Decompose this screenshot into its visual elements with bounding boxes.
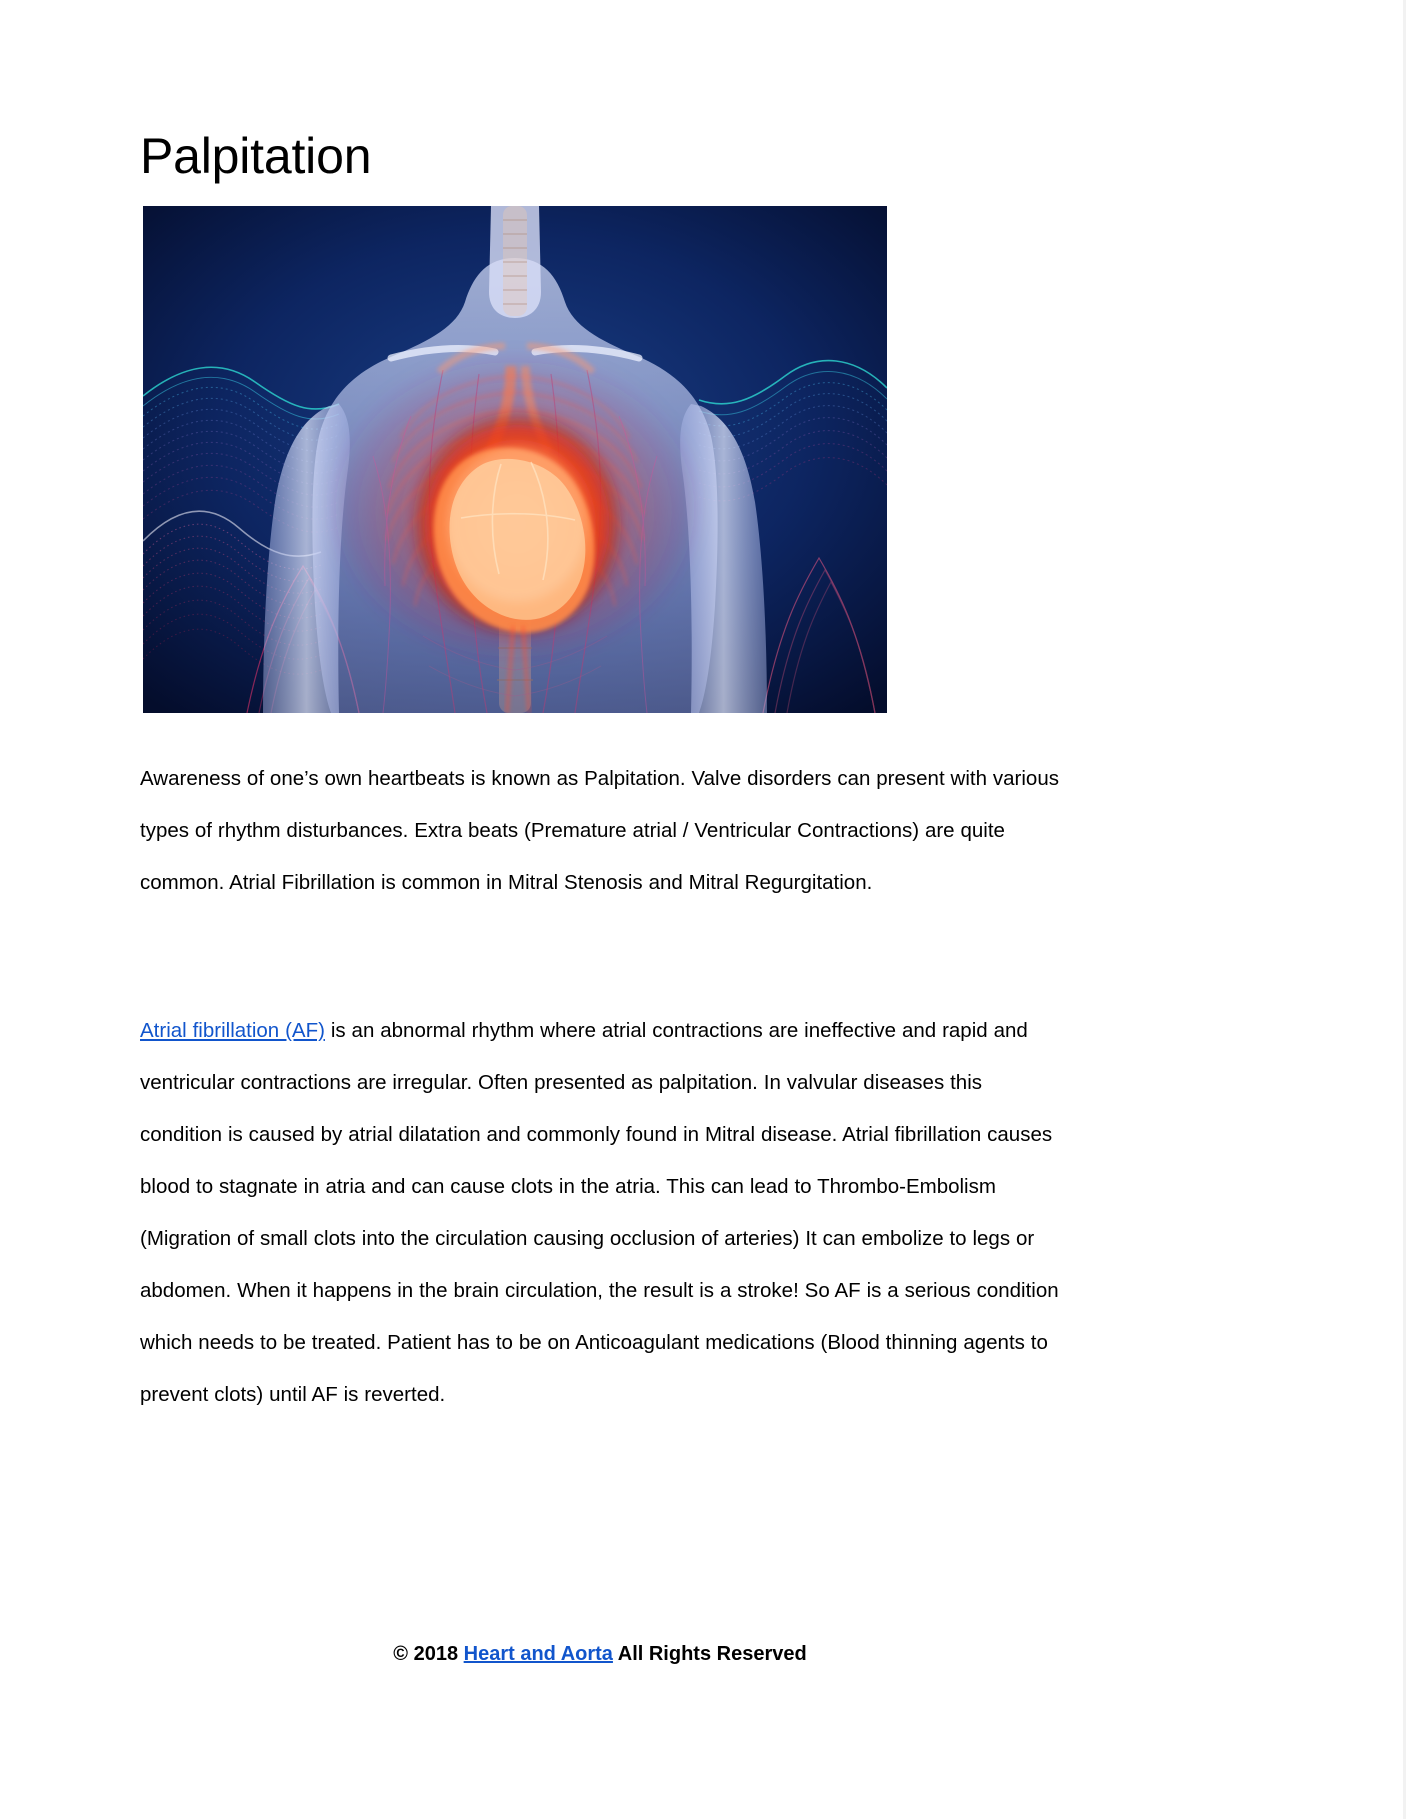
paragraph-atrial-fibrillation-text: is an abnormal rhythm where atrial contractions are ineffective and rapid and ventricular contractions are irregular. Often presented as palpitation. In valvular diseases this condition is caused by atrial dilatation and commonly found in Mitral disease. Atrial fibrillation causes blood to stagnate in atria and can cause clots in the atria. This can lead to Thrombo-Embolism (Migration of small clots into the circulation causing occlusion of arteries) It can embolize to legs or abdomen. When it happens in the brain circulation, the result is a stroke! So AF is a serious condition which needs to be treated. Patient has to be on Anticoagulant medications (Blood thinning agents to prevent clots) until AF is reverted. bbox=[140, 1019, 1059, 1406]
footer-copyright-prefix: © 2018 bbox=[393, 1643, 464, 1665]
page-footer bbox=[140, 1643, 1060, 1666]
paragraph-spacer bbox=[140, 909, 1060, 965]
heart-illustration-svg bbox=[143, 206, 887, 713]
paragraph-intro-text: Awareness of one’s own heartbeats is known as Palpitation. Valve disorders can present with various types of rhythm disturbances. Extra beats (Premature atrial / Ventricular Contractions) are quite common. Atrial Fibrillation is common in Mitral Stenosis and Mitral Regurgitation. bbox=[140, 767, 1059, 894]
document-content bbox=[140, 128, 1060, 1421]
atrial-fibrillation-link[interactable]: Atrial fibrillation (AF) bbox=[140, 1019, 325, 1042]
heart-illustration-image bbox=[143, 206, 887, 713]
footer-rights-text: All Rights Reserved bbox=[612, 1643, 807, 1665]
heart-and-aorta-link[interactable]: Heart and Aorta bbox=[463, 1643, 613, 1665]
paragraph-atrial-fibrillation bbox=[140, 1005, 1060, 1421]
paragraph-intro bbox=[140, 753, 1060, 909]
page-title: Palpitation bbox=[140, 128, 372, 184]
